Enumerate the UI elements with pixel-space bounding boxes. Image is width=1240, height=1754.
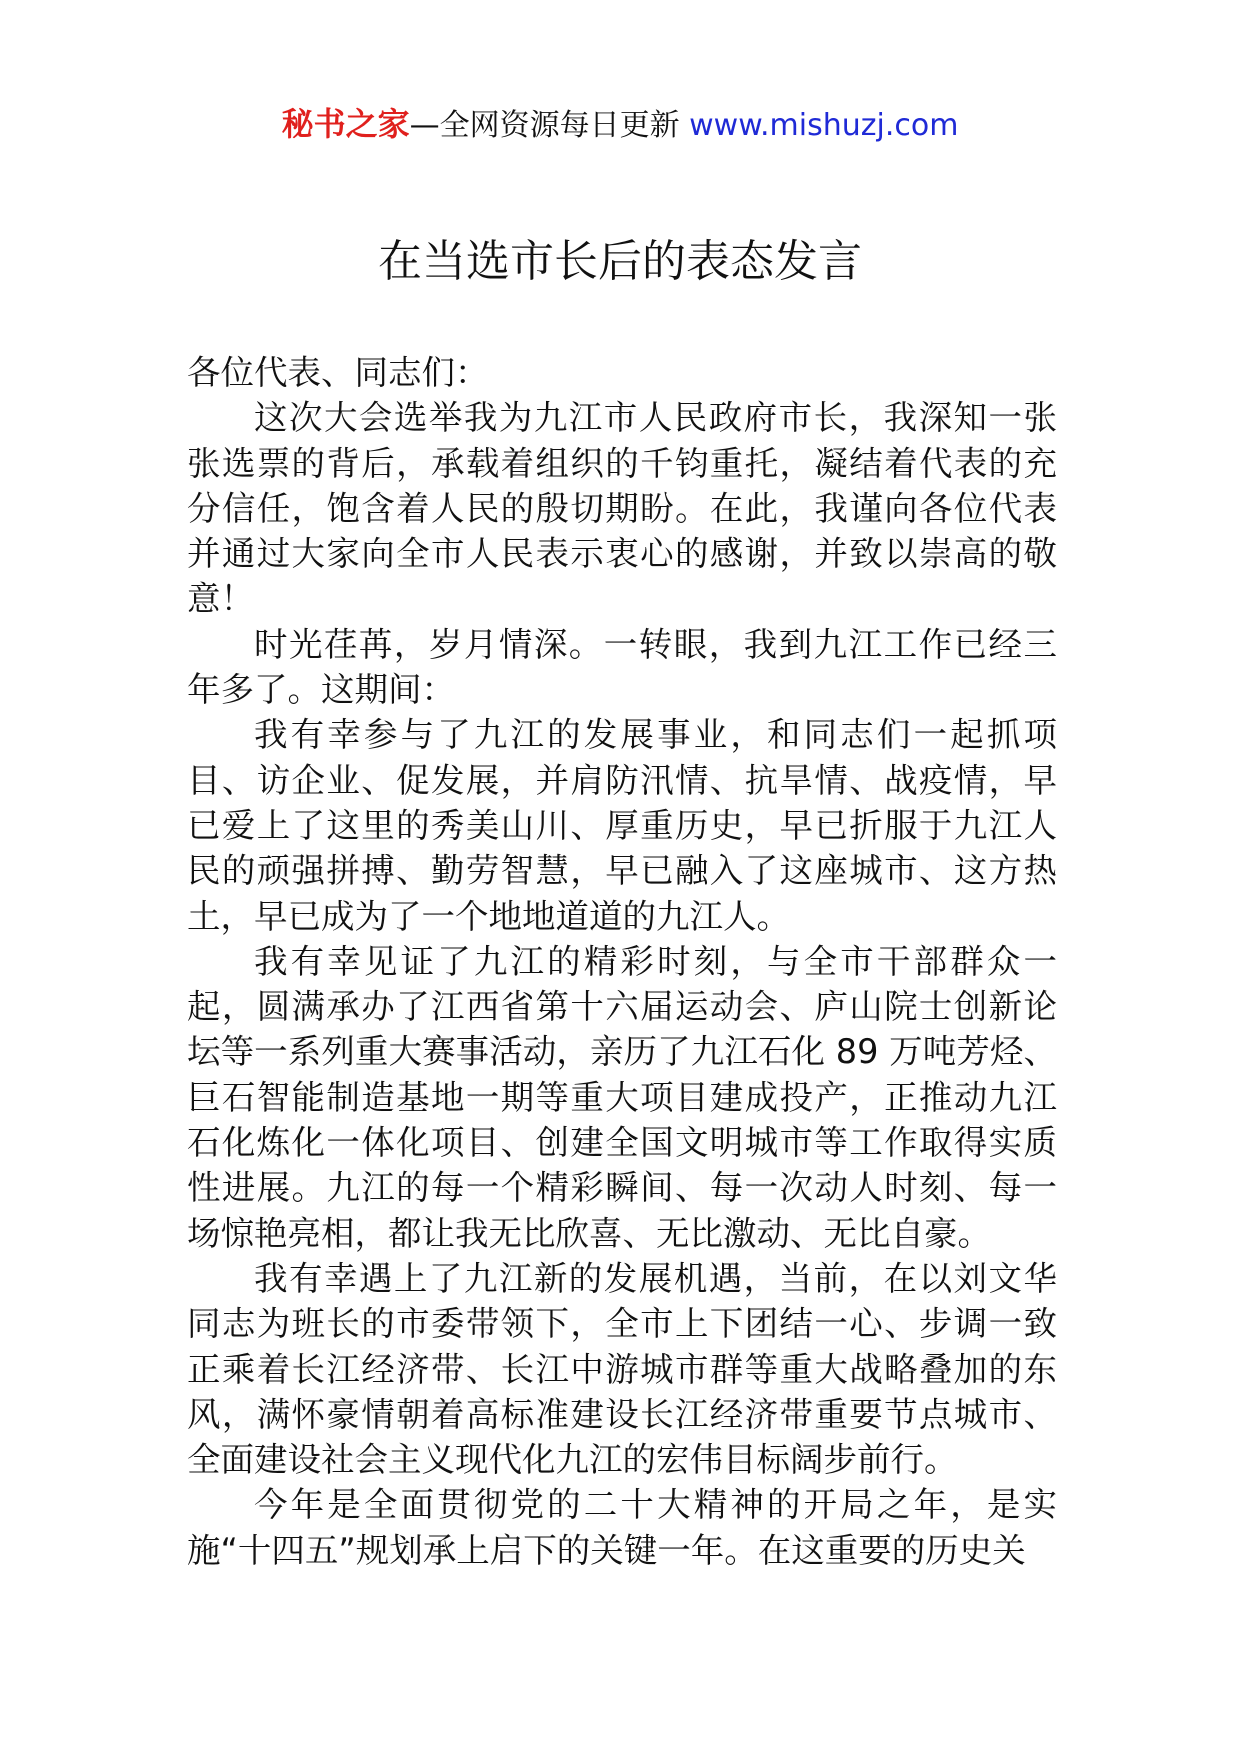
paragraph: 我有幸遇上了九江新的发展机遇，当前，在以刘文华同志为班长的市委带领下，全市上下团结一心、步调一致正乘着长江经济带、长江中游城市群等重大战略叠加的东风，满怀豪情朝着高标准建设长江经济带重要节点城市、全面建设社会主义现代化九江的宏伟目标阔步前行。 <box>187 1258 1057 1480</box>
paragraph: 今年是全面贯彻党的二十大精神的开局之年，是实施“十四五”规划承上启下的关键一年。在这重要的历史关 <box>187 1485 1057 1570</box>
paragraph: 我有幸见证了九江的精彩时刻，与全市干部群众一起，圆满承办了江西省第十六届运动会、庐山院士创新论坛等一系列重大赛事活动，亲历了九江石化 89 万吨芳烃、巨石智能制造基地一期等重大项目建成投产，正推动九江石化炼化一体化项目、创建全国文明城市等工作取得实质性进展。九江的每一个精彩瞬间、每一次动人时刻、每一场惊艳亮相，都让我无比欣喜、无比激动、无比自豪。 <box>187 941 1057 1253</box>
site-tagline: —全网资源每日更新 <box>409 108 690 143</box>
site-url-link[interactable]: www.mishuzj.com <box>689 108 959 143</box>
paragraph: 这次大会选举我为九江市人民政府市长，我深知一张张选票的背后，承载着组织的千钧重托，凝结着代表的充分信任，饱含着人民的殷切期盼。在此，我谨向各位代表并通过大家向全市人民表示衷心的感谢，并致以崇高的敬意！ <box>187 398 1057 619</box>
paragraph: 时光荏苒，岁月情深。一转眼，我到九江工作已经三年多了。这期间： <box>187 624 1057 710</box>
site-brand: 秘书之家 <box>281 105 410 143</box>
site-header <box>0 104 1240 146</box>
paragraph: 我有幸参与了九江的发展事业，和同志们一起抓项目、访企业、促发展，并肩防汛情、抗旱情、战疫情，早已爱上了这里的秀美山川、厚重历史，早已折服于九江人民的顽强拼搏、勤劳智慧，早已融入了这座城市、这方热土，早已成为了一个地地道道的九江人。 <box>187 715 1057 936</box>
document-body <box>187 350 1057 1573</box>
document-title: 在当选市长后的表态发言 <box>378 236 862 287</box>
salutation: 各位代表、同志们： <box>187 353 489 392</box>
